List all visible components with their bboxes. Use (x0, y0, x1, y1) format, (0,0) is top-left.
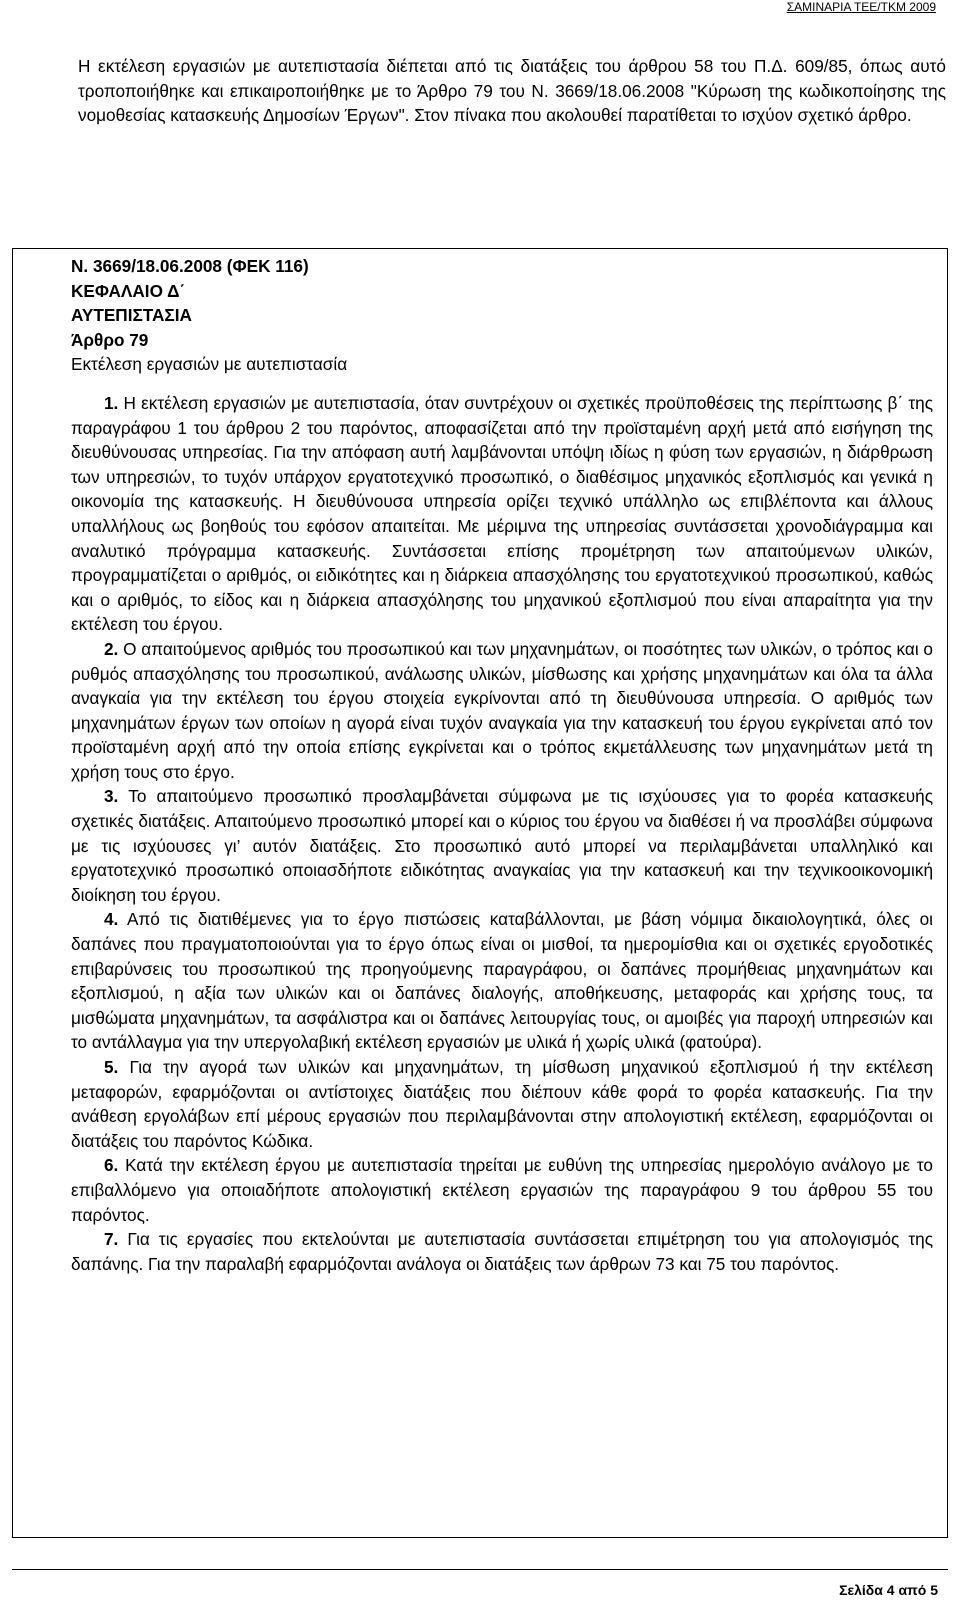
header-note: ΣΑΜΙΝΑΡΙΑ ΤΕΕ/ΤΚΜ 2009 (786, 0, 936, 14)
article-paragraph-4 (71, 907, 933, 1055)
paragraph-text: Από τις διατιθέμενες για το έργο πιστώσεις καταβάλλονται, με βάση νόμιμα δικαιολογητικά, όλες οι δαπάνες που πραγματοποιούνται για το έργο όπως είναι οι μισθοί, τα ημερομίσθια και οι σχετικές εργοδοτικές επιβαρύνσεις του προσωπικού της προηγούμενης παραγράφου, οι δαπάνες προμήθειας μηχανημάτων και εξοπλισμού, η αξία των υλικών και οι δαπάνες διαλογής, αποθήκευσης, μεταφοράς και χρήσης τους, τα μισθώματα μηχανημάτων, τα ασφάλιστρα και οι δαπάνες λειτουργίας τους, οι αμοιβές για παροχή υπηρεσιών και το αντάλλαγμα για την υπεργολαβική εκτέλεση εργασιών με υλικά ή χωρίς υλικά (φατούρα). (71, 909, 933, 1053)
article-paragraphs (71, 391, 933, 1276)
article-title: Εκτέλεση εργασιών με αυτεπιστασία (71, 354, 348, 375)
paragraph-text: Κατά την εκτέλεση έργου με αυτεπιστασία τηρείται με ευθύνη της υπηρεσίας ημερολόγιο ανάλογο με το επιβαλλόμενο για οποιαδήποτε απολογιστική εκτέλεση εργασιών της παραγράφου 9 του άρθρου 55 του παρόντος. (71, 1155, 933, 1225)
article-paragraph-6 (71, 1153, 933, 1227)
paragraph-text: Για την αγορά των υλικών και μηχανημάτων, τη μίσθωση μηχανικού εξοπλισμού ή την εκτέλεση μεταφορών, εφαρμόζονται οι αντίστοιχες διατάξεις που διέπουν κάθε φορά το φορέα κατασκευής. Για την ανάθεση εργολάβων επί μέρους εργασιών που περιλαμβάνονται στην απολογιστική εκτέλεση, εφαρμόζονται οι διατάξεις του παρόντος Κώδικα. (71, 1057, 933, 1151)
article-paragraph-7 (71, 1227, 933, 1276)
page-number: Σελίδα 4 από 5 (839, 1582, 938, 1598)
paragraph-number: 7. (104, 1229, 119, 1250)
paragraph-text: Η εκτέλεση εργασιών με αυτεπιστασία, όταν συντρέχουν οι σχετικές προϋποθέσεις της περίπτωσης β΄ της παραγράφου 1 του άρθρου 2 του παρόντος, αποφασίζεται από την προϊσταμένη αρχή μετά από εισήγηση της διευθύνουσας υπηρεσίας. Για την απόφαση αυτή λαμβάνονται υπόψη ιδίως η φύση των εργασιών, η διάρθρωση των υπηρεσιών, το τυχόν υπάρχον εργατοτεχνικό προσωπικό, ο διαθέσιμος μηχανικός εξοπλισμός και γενικά η οικονομία της κατασκευής. Η διευθύνουσα υπηρεσία ορίζει τεχνικό υπάλληλο ως επιβλέποντα και άλλους υπαλλήλους ως βοηθούς του εφόσον απαιτείται. Με μέριμνα της υπηρεσίας συντάσσεται χρονοδιάγραμμα και αναλυτικό πρόγραμμα κατασκευής. Συντάσσεται επίσης προμέτρηση των απαιτούμενων υλικών, προγραμματίζεται ο αριθμός, οι ειδικότητες και η διάρκεια απασχόλησης του εργατοτεχνικού προσωπικού, καθώς και ο αριθμός, το είδος και η διάρκεια απασχόλησης του μηχανικού εξοπλισμού που είναι απαραίτητα για την εκτέλεση του έργου. (71, 392, 933, 635)
paragraph-number: 1. (104, 392, 119, 413)
law-box (12, 248, 948, 1538)
law-reference: Ν. 3669/18.06.2008 (ΦΕΚ 116) (71, 256, 309, 276)
paragraph-number: 5. (104, 1057, 119, 1077)
paragraph-number: 4. (104, 909, 119, 930)
law-heading (71, 254, 933, 377)
article-paragraph-3 (71, 784, 933, 907)
article-heading: Άρθρο 79 (71, 329, 149, 350)
paragraph-text: Ο απαιτούμενος αριθμός του προσωπικού και των μηχανημάτων, οι ποσότητες των υλικών, ο τρόπος και ο ρυθμός απασχόλησης του προσωπικού, ανάλωσης υλικών, μίσθωσης και χρήσης μηχανημάτων και όλα τα άλλα αναγκαία για την εκτέλεση του έργου στοιχεία εγκρίνονται από τη διευθύνουσα υπηρεσία. Ο αριθμός των μηχανημάτων έργων των οποίων η αγορά είναι τυχόν αναγκαία για την κατασκευή του έργου εγκρίνεται από τον προϊσταμένη αρχή από την οποία επίσης εγκρίνεται και ο τρόπος εκμετάλλευσης των μηχανημάτων μετά τη χρήση τους στο έργο. (71, 638, 933, 782)
chapter-heading: ΚΕΦΑΛΑΙΟ Δ΄ (71, 280, 186, 301)
intro-section (78, 54, 946, 128)
paragraph-text: Για τις εργασίες που εκτελούνται με αυτεπιστασία συντάσσεται επιμέτρηση του για απολογισμός της δαπάνης. Για την παραλαβή εφαρμόζονται ανάλογα οι διατάξεις των άρθρων 73 και 75 του παρόντος. (71, 1229, 933, 1274)
law-box-content (71, 249, 933, 1276)
paragraph-number: 3. (104, 786, 119, 807)
article-paragraph-5 (71, 1055, 933, 1153)
footer-divider (12, 1569, 948, 1570)
paragraph-text: Το απαιτούμενο προσωπικό προσλαμβάνεται σύμφωνα με τις ισχύουσες για το φορέα κατασκευής σχετικές διατάξεις. Απαιτούμενο προσωπικό μπορεί και ο κύριος του έργου να διαθέσει ή να προσλάβει σύμφωνα με τις ισχύουσες γι’ αυτόν διατάξεις. Στο προσωπικό αυτό μπορεί να περιλαμβάνεται υπαλληλικό και εργατοτεχνικό προσωπικό οποιασδήποτε ειδικότητας αναγκαίας για την κατασκευή και την τεχνικοοικονομική διοίκηση του έργου. (71, 786, 933, 905)
intro-paragraph: Η εκτέλεση εργασιών με αυτεπιστασία διέπεται από τις διατάξεις του άρθρου 58 του Π.Δ. 609/85, όπως αυτό τροποποιήθηκε και επικαιροποιήθηκε με το Άρθρο 79 του Ν. 3669/18.06.2008 "Κύρωση της κωδικοποίησης της νομοθεσίας κατασκευής Δημοσίων Έργων". Στον πίνακα που ακολουθεί παρατίθεται το ισχύον σχετικό άρθρο. (78, 56, 946, 126)
article-paragraph-2 (71, 637, 933, 785)
chapter-title: ΑΥΤΕΠΙΣΤΑΣΙΑ (71, 305, 192, 326)
paragraph-number: 2. (104, 638, 119, 659)
article-paragraph-1 (71, 391, 933, 637)
paragraph-number: 6. (104, 1155, 119, 1176)
